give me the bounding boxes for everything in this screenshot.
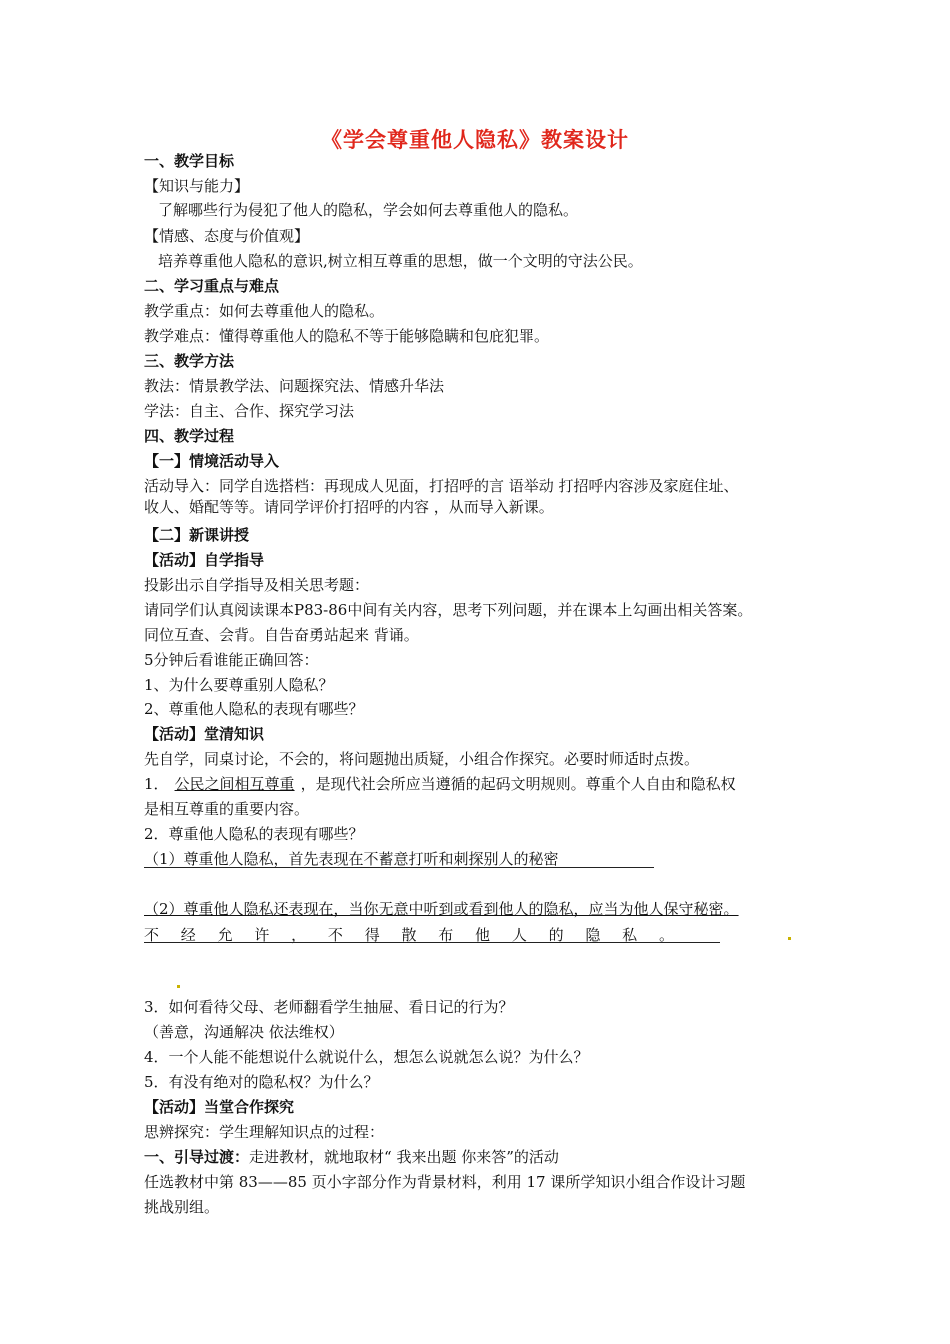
section-heading-process: 四、教学过程	[144, 427, 235, 445]
activity1-line3: 同位互查、会背。自告奋勇站起来 背诵。	[144, 626, 419, 644]
spaced-char: 布	[438, 926, 454, 944]
activity1-heading: 【活动】自学指导	[144, 551, 265, 569]
activity1-line2: 请同学们认真阅读课本P83-86中间有关内容，思考下列问题，并在课本上勾画出相关答案。	[144, 601, 753, 619]
activity1-line4: 5分钟后看谁能正确回答：	[144, 651, 319, 669]
spaced-char: 私	[622, 926, 638, 944]
spaced-char: 人	[511, 926, 527, 944]
learning-method-text: 学法：自主、合作、探究学习法	[144, 402, 355, 420]
activity2-item3-answer: （善意，沟通解决 依法维权）	[144, 1023, 344, 1041]
section-heading-key-points: 二、学习重点与难点	[144, 277, 280, 295]
spaced-char: 得	[364, 926, 380, 944]
mark-dot	[177, 985, 180, 988]
knowledge-text: 了解哪些行为侵犯了他人的隐私，学会如何去尊重他人的隐私。	[158, 201, 579, 219]
section-heading-objectives: 一、教学目标	[144, 152, 235, 170]
item1-number: 1．	[144, 775, 169, 793]
activity1-question1: 1、为什么要尊重别人隐私？	[144, 676, 334, 694]
part2-heading: 【二】新课讲授	[144, 526, 250, 544]
activity2-item2: 2．尊重他人隐私的表现有哪些？	[144, 825, 364, 843]
activity2-answer2: （2）尊重他人隐私还表现在，当你无意中听到或看到他人的隐私，应当为他人保守秘密。	[144, 900, 739, 918]
activity2-item3: 3．如何看待父母、老师翻看学生抽屉、看日记的行为？	[144, 998, 514, 1016]
guide-text: 走进教材，就地取材“ 我来出题 你来答”的活动	[249, 1148, 559, 1166]
answer2-underline	[144, 942, 720, 943]
subheading-emotion: 【情感、态度与价值观】	[144, 227, 310, 245]
item1-rest: ，是现代社会所应当遵循的起码文明规则。尊重个人自由和隐私权	[300, 775, 736, 793]
difficult-point-text: 教学难点：懂得尊重他人的隐私不等于能够隐瞒和包庇犯罪。	[144, 327, 550, 345]
spaced-char: 散	[401, 926, 417, 944]
activity3-line2: 任选教材中第 83——85 页小字部分作为背景材料，利用 17 课所学知识小组合作设计习题	[144, 1173, 746, 1191]
activity2-heading: 【活动】堂清知识	[144, 725, 265, 743]
activity2-item5: 5．有没有绝对的隐私权？为什么？	[144, 1073, 379, 1091]
activity2-item4: 4．一个人能不能想说什么就说什么，想怎么说就怎么说？为什么？	[144, 1048, 589, 1066]
spaced-char: 隐	[585, 926, 601, 944]
guide-label: 一、引导过渡：	[144, 1148, 250, 1166]
spaced-char: 经	[180, 926, 196, 944]
subheading-knowledge: 【知识与能力】	[144, 177, 250, 195]
spaced-char: 不	[144, 926, 160, 944]
activity1-line1: 投影出示自学指导及相关思考题：	[144, 576, 370, 594]
key-point-text: 教学重点：如何去尊重他人的隐私。	[144, 302, 385, 320]
activity2-answer1: （1）尊重他人隐私，首先表现在不蓄意打听和刺探别人的秘密	[144, 850, 559, 868]
activity2-item1	[144, 774, 736, 794]
teaching-method-text: 教法：情景教学法、问题探究法、情感升华法	[144, 377, 445, 395]
part1-text-line2: 收人、婚配等等。请同学评价打招呼的内容 ，从而导入新课。	[144, 498, 554, 516]
document-title: 《学会尊重他人隐私》教案设计	[321, 128, 629, 152]
activity3-line1: 思辨探究：学生理解知识点的过程：	[144, 1123, 385, 1141]
spaced-char: 。	[658, 926, 674, 944]
spaced-char: 许	[254, 926, 270, 944]
emotion-text: 培养尊重他人隐私的意识,树立相互尊重的思想，做一个文明的守法公民。	[158, 252, 643, 270]
activity3-line3: 挑战别组。	[144, 1198, 220, 1216]
answer1-underline	[144, 867, 654, 868]
spaced-char: 他	[475, 926, 491, 944]
part1-heading: 【一】情境活动导入	[144, 452, 280, 470]
activity3-heading: 【活动】当堂合作探究	[144, 1098, 295, 1116]
activity1-question2: 2、尊重他人隐私的表现有哪些？	[144, 700, 364, 718]
section-heading-methods: 三、教学方法	[144, 352, 235, 370]
guide-line	[144, 1147, 559, 1167]
activity2-intro: 先自学，同桌讨论，不会的，将问题抛出质疑，小组合作探究。必要时师适时点拨。	[144, 750, 700, 768]
activity2-item1-continued: 是相互尊重的重要内容。	[144, 800, 310, 818]
spaced-char: 不	[327, 926, 343, 944]
spaced-char: ，	[291, 926, 307, 944]
part1-text-line1: 活动导入：同学自选搭档：再现成人见面，打招呼的言 语举动 打招呼内容涉及家庭住址、	[144, 477, 739, 495]
mark-dot	[788, 937, 791, 940]
spaced-char: 允	[217, 926, 233, 944]
spaced-char: 的	[548, 926, 564, 944]
item1-fill-answer: 公民之间相互尊重	[174, 775, 295, 793]
